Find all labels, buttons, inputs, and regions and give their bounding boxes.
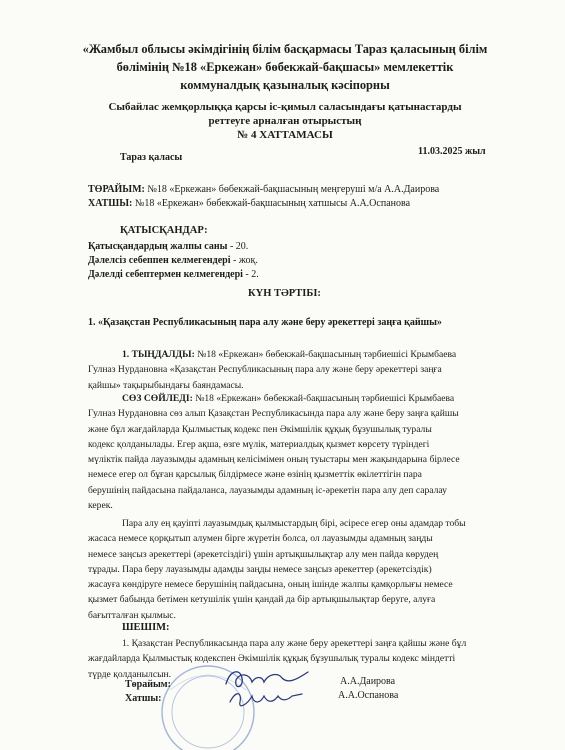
subject-line-1: Сыбайлас жемқорлыққа қарсы іс-қимыл саласындағы қатынастарды bbox=[108, 101, 462, 113]
attendance-unexcused-value: - жоқ. bbox=[230, 255, 258, 266]
agenda-heading: КҮН ТӘРТІБІ: bbox=[248, 288, 321, 299]
listened-text-1: №18 «Еркежан» бөбекжай-бақшасының тәрбиешісі Крымбаева bbox=[194, 349, 457, 360]
spoke-line-3: және бұл жағдайларда Қылмыстық кодекс пен Әкімшілік құқық бұзушылық туралы bbox=[88, 423, 432, 435]
para2-line-5: жасауға көндіруге немесе берушінің пайдасына, оның ішінде жалпы қамқорлығы немесе bbox=[88, 579, 453, 591]
attendance-unexcused bbox=[88, 253, 258, 268]
attendance-excused-value: - 2. bbox=[242, 269, 259, 280]
listened-line-3: қайшы» тақырыбындағы баяндамасы. bbox=[88, 379, 244, 391]
org-line-1: «Жамбыл облысы әкімдігінің білім басқармасы Тараз қаласының білім bbox=[82, 42, 488, 56]
spoke-line-5: мүліктік пайда лауазымды адамның келісімімен оның туыстары мен жақындарына бірлесе bbox=[88, 454, 460, 466]
spoke-line-2: Гулназ Нурдановна сөз алып Қазақстан Республикасында пара алу және беру заңға қайшы bbox=[88, 408, 459, 420]
spoke-label: СӨЗ СӨЙЛЕДІ: bbox=[122, 393, 193, 404]
city: Тараз қаласы bbox=[120, 152, 183, 163]
spoke-line-4: кодекс қолданылады. Егер ақша, өзге мүлік, материалдық қызмет көрсету түріндегі bbox=[88, 438, 430, 450]
decision-line-1: 1. Қазақстан Республикасында пара алу және беру әрекеттері заңға қайшы және бұл bbox=[122, 638, 467, 649]
sig-chair-name: А.А.Даирова bbox=[340, 676, 396, 687]
attendance-total-label: Қатысқандардың жалпы саны bbox=[88, 241, 228, 252]
bribery-paragraph bbox=[88, 516, 480, 623]
meeting-subject bbox=[100, 100, 470, 142]
sig-secretary-label: Хатшы: bbox=[125, 693, 162, 704]
chair-text: №18 «Еркежан» бөбекжай-бақшасының меңгеруші м/а А.А.Даирова bbox=[147, 184, 440, 195]
decision-line-3: түрде қолданылсын. bbox=[88, 668, 172, 680]
listened-line-1 bbox=[88, 347, 480, 362]
para2-line-2: жасаса немесе қорқытып алумен бірге жүретін болса, ол лауазымды адамның заңды bbox=[88, 533, 433, 545]
organization-name bbox=[60, 40, 510, 94]
sig-chair-label: Төрайым: bbox=[125, 679, 171, 690]
secretary-label: ХАТШЫ: bbox=[88, 198, 133, 209]
decision-heading: ШЕШІМ: bbox=[122, 622, 170, 633]
para2-line-6: қызмет бабында бетімен кетушілік үшін қандай да бір артықшылықтар беруге, алуға bbox=[88, 594, 436, 606]
para2-line-3: немесе заңсыз әрекеттері (әрекетсіздігі) үшін артықшылықтар алу мен пайда көрудең bbox=[88, 548, 439, 560]
para2-line-7: бағытталған қылмыс. bbox=[88, 609, 176, 621]
para2-line-4: тұрады. Пара беру лауазымды адамды заңды немесе заңсыз әрекеттер (әрекетсіздік) bbox=[88, 563, 432, 575]
spoke-text-1: №18 «Еркежан» бөбекжай-бақшасының тәрбиешісі Крымбаева bbox=[192, 393, 455, 404]
chair-line bbox=[88, 182, 439, 197]
org-line-2: бөлімінің №18 «Еркежан» бөбекжай-бақшасы» мемлекеттік bbox=[116, 60, 454, 74]
attendance-total-value: - 20. bbox=[227, 241, 249, 252]
spoke-line-6: немесе егер ол бұған қарсылық білдірмесе және өзінің қызметтік өкілеттігін пара bbox=[88, 469, 422, 481]
attendance-excused-label: Дәлелді себептермен келмегендері bbox=[88, 269, 243, 280]
org-line-3: коммуналдық қазыналық кәсіпорны bbox=[180, 78, 390, 92]
subject-line-2: реттеуге арналған отырыстың bbox=[208, 115, 362, 127]
attendance-unexcused-label: Дәлелсіз себеппен келмегендері bbox=[88, 255, 231, 266]
attendance-total bbox=[88, 239, 248, 254]
document-title: № 4 ХАТТАМАСЫ bbox=[237, 129, 333, 141]
para2-line-1: Пара алу ең қауіпті лауазымдық қылмыстардың бірі, әсіресе егер оны адамдар тобы bbox=[122, 518, 466, 529]
secretary-text: №18 «Еркежан» бөбекжай-бақшасының хатшысы А.А.Оспанова bbox=[134, 198, 411, 209]
spoke-line-7: берушінің пайдасына пайдаланса, лауазымды адамның іс-әрекетін пара алу деп саралау bbox=[88, 484, 447, 496]
chair-label: ТӨРАЙЫМ: bbox=[88, 184, 145, 195]
spoke-line-8: керек. bbox=[88, 500, 113, 512]
agenda-item-1: 1. «Қазақстан Республикасының пара алу және беру әрекеттері заңға қайшы» bbox=[88, 317, 442, 328]
secretary-line bbox=[88, 196, 410, 211]
spoke-line-1 bbox=[88, 391, 480, 406]
attendance-excused bbox=[88, 267, 259, 282]
decision-line-2: жағдайларда Қылмыстық кодекспен Әкімшілік құқық бұзушылық туралы кодекс міндетті bbox=[88, 653, 456, 665]
spoke-paragraph bbox=[88, 391, 480, 513]
listened-label: 1. ТЫҢДАЛДЫ: bbox=[122, 349, 195, 360]
sig-secretary-name: А.А.Оспанова bbox=[338, 690, 399, 701]
attendance-heading: ҚАТЫСҚАНДАР: bbox=[120, 225, 208, 236]
secretary-signature bbox=[226, 686, 306, 712]
date: 11.03.2025 жыл bbox=[418, 146, 486, 157]
listened-paragraph bbox=[88, 347, 480, 393]
listened-line-2: Гулназ Нурдановна «Қазақстан Республикасының пара алу және беру әрекеттері заңға bbox=[88, 364, 442, 376]
